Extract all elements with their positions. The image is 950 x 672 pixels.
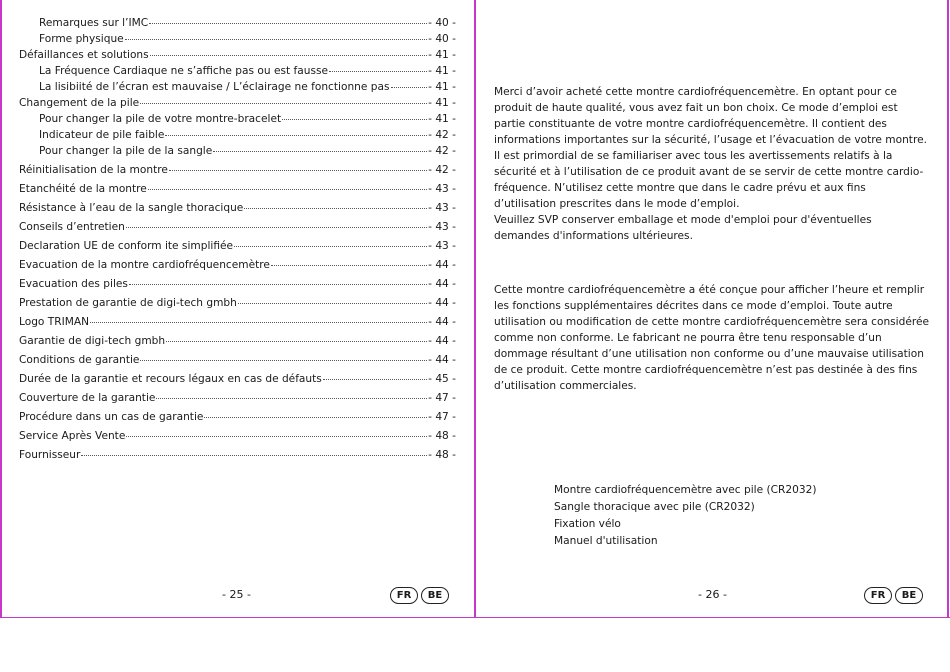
toc-entry-label: Pour changer la pile de la sangle	[39, 145, 213, 157]
toc-entry	[19, 295, 456, 311]
toc-leader-dots	[391, 77, 428, 88]
toc-entry-label: La lisibiité de l’écran est mauvaise / L’éclairage ne fonctionne pas	[39, 81, 390, 93]
toc-entry-label: Garantie de digi-tech gmbh	[19, 335, 166, 347]
toc-leader-dots	[126, 217, 427, 228]
toc-entry-label: Indicateur de pile faible	[39, 129, 165, 141]
table-of-contents	[19, 15, 456, 463]
toc-entry	[19, 314, 456, 330]
toc-leader-dots	[166, 331, 427, 342]
toc-entry-label: Couverture de la garantie	[19, 392, 156, 404]
toc-leader-dots	[244, 198, 427, 209]
left-page-border	[0, 0, 2, 618]
page-number-right: - 26 -	[698, 588, 727, 601]
toc-leader-dots	[156, 388, 427, 399]
intro-section	[494, 84, 930, 244]
toc-leader-dots	[148, 179, 427, 190]
toc-entry	[19, 238, 456, 254]
toc-entry	[19, 162, 456, 178]
toc-entry-page: - 44 -	[428, 335, 456, 347]
toc-entry-page: - 44 -	[428, 259, 456, 271]
toc-entry-label: Conseils d’entretien	[19, 221, 125, 233]
toc-leader-dots	[323, 369, 427, 380]
toc-leader-dots	[213, 141, 427, 152]
package-item: Fixation vélo	[554, 518, 621, 530]
bottom-border	[0, 617, 950, 618]
toc-entry-label: Changement de la pile	[19, 97, 140, 109]
toc-entry-page: - 43 -	[428, 221, 456, 233]
toc-leader-dots	[129, 274, 427, 285]
toc-entry-page: - 42 -	[428, 129, 456, 141]
toc-entry	[19, 390, 456, 406]
toc-entry-page: - 41 -	[428, 113, 456, 125]
package-item: Sangle thoracique avec pile (CR2032)	[554, 501, 755, 513]
toc-entry-page: - 44 -	[428, 316, 456, 328]
toc-entry-page: - 41 -	[428, 65, 456, 77]
toc-leader-dots	[169, 160, 427, 171]
toc-leader-dots	[204, 407, 427, 418]
toc-leader-dots	[149, 13, 427, 24]
toc-leader-dots	[90, 312, 427, 323]
toc-entry-page: - 42 -	[428, 164, 456, 176]
toc-entry-label: Evacuation de la montre cardiofréquencemètre	[19, 259, 270, 271]
toc-entry	[19, 219, 456, 235]
badge-be: BE	[895, 587, 923, 604]
toc-entry	[19, 200, 456, 216]
toc-entry-label: Défaillances et solutions	[19, 49, 149, 61]
toc-entry-label: Procédure dans un cas de garantie	[19, 411, 204, 423]
toc-entry	[19, 143, 456, 159]
language-badges-right	[864, 587, 923, 604]
toc-entry-page: - 40 -	[428, 33, 456, 45]
toc-entry-page: - 42 -	[428, 145, 456, 157]
toc-entry	[19, 333, 456, 349]
toc-entry-page: - 48 -	[428, 430, 456, 442]
badge-fr: FR	[390, 587, 418, 604]
toc-entry	[19, 257, 456, 273]
badge-be: BE	[421, 587, 449, 604]
badge-fr: FR	[864, 587, 892, 604]
toc-entry-label: Declaration UE de conform ite simplifiée	[19, 240, 234, 252]
toc-entry-page: - 41 -	[428, 81, 456, 93]
toc-entry-label: Pour changer la pile de votre montre-bracelet	[39, 113, 282, 125]
toc-entry-label: Remarques sur l’IMC	[39, 17, 149, 29]
toc-leader-dots	[150, 45, 427, 56]
toc-entry-label: Fournisseur	[19, 449, 81, 461]
use-paragraph: Cette montre cardiofréquencemètre a été conçue pour afficher l’heure et remplir les fonctions supplémentaires décrites dans ce mode d’emploi. Toute autre utilisation ou modification de cette montre cardiofréquencemètre sera considérée comme non conforme. Le fabricant ne pourra être tenu responsable d’un dommage résultant d’une utilisation non conforme ou d’une mauvaise utilisation de ce produit. Cette montre cardiofréquencemètre n’est pas destinée à des fins d’utilisation commerciales.	[494, 284, 930, 392]
toc-entry-page: - 40 -	[428, 17, 456, 29]
toc-entry	[19, 447, 456, 463]
toc-entry-page: - 47 -	[428, 392, 456, 404]
toc-leader-dots	[165, 125, 427, 136]
page-number-left: - 25 -	[222, 588, 251, 601]
toc-entry-label: Résistance à l’eau de la sangle thoracique	[19, 202, 244, 214]
toc-leader-dots	[126, 426, 427, 437]
page-divider	[474, 0, 476, 618]
keep-note: Veuillez SVP conserver emballage et mode d'emploi pour d'éventuelles demandes d'informations ultérieures.	[494, 214, 872, 242]
toc-entry-label: Durée de la garantie et recours légaux en cas de défauts	[19, 373, 322, 385]
package-item: Manuel d'utilisation	[554, 535, 658, 547]
toc-entry-label: Service Après Vente	[19, 430, 126, 442]
toc-entry	[19, 428, 456, 444]
toc-entry-label: Logo TRIMAN	[19, 316, 90, 328]
toc-leader-dots	[140, 93, 427, 104]
toc-entry-page: - 44 -	[428, 297, 456, 309]
toc-leader-dots	[282, 109, 427, 120]
toc-entry-label: Conditions de garantie	[19, 354, 140, 366]
toc-entry-page: - 44 -	[428, 354, 456, 366]
toc-entry	[19, 276, 456, 292]
toc-entry-label: Prestation de garantie de digi-tech gmbh	[19, 297, 237, 309]
toc-entry-label: Réinitialisation de la montre	[19, 164, 168, 176]
toc-entry-page: - 44 -	[428, 278, 456, 290]
toc-entry-label: Forme physique	[39, 33, 124, 45]
intro-paragraph: Merci d’avoir acheté cette montre cardiofréquencemètre. En optant pour ce produit de haute qualité, vous avez fait un bon choix. Ce mode d’emploi est partie constituante de votre montre cardiofréquencemètre. Il contient des informations importantes sur la sécurité, l’usage et l’évacuation de votre montre. Il est primordial de se familiariser avec tous les avertissements relatifs à la sécurité et à l’utilisation de ce produit avant de se servir de cette montre cardio-fréquence. N’utilisez cette montre que dans le cadre prévu et aux fins d’utilisation prescrites dans le mode d’emploi.	[494, 86, 927, 210]
toc-entry-page: - 43 -	[428, 183, 456, 195]
toc-leader-dots	[329, 61, 427, 72]
toc-entry-label: Evacuation des piles	[19, 278, 128, 290]
toc-entry	[19, 371, 456, 387]
toc-leader-dots	[238, 293, 427, 304]
toc-entry-label: Etanchéité de la montre	[19, 183, 147, 195]
toc-entry-page: - 41 -	[428, 97, 456, 109]
toc-entry-page: - 43 -	[428, 202, 456, 214]
toc-leader-dots	[81, 445, 427, 456]
toc-entry	[19, 409, 456, 425]
toc-entry	[19, 181, 456, 197]
package-contents-list	[554, 482, 816, 550]
toc-entry-page: - 48 -	[428, 449, 456, 461]
toc-entry	[19, 352, 456, 368]
toc-leader-dots	[140, 350, 427, 361]
toc-entry-page: - 41 -	[428, 49, 456, 61]
toc-leader-dots	[234, 236, 427, 247]
toc-entry-page: - 43 -	[428, 240, 456, 252]
toc-leader-dots	[125, 29, 427, 40]
toc-entry-page: - 45 -	[428, 373, 456, 385]
toc-leader-dots	[271, 255, 427, 266]
language-badges-left	[390, 587, 449, 604]
right-page-border	[947, 0, 949, 618]
package-item: Montre cardiofréquencemètre avec pile (CR2032)	[554, 484, 817, 496]
toc-entry-page: - 47 -	[428, 411, 456, 423]
toc-entry-label: La Fréquence Cardiaque ne s’affiche pas ou est fausse	[39, 65, 329, 77]
